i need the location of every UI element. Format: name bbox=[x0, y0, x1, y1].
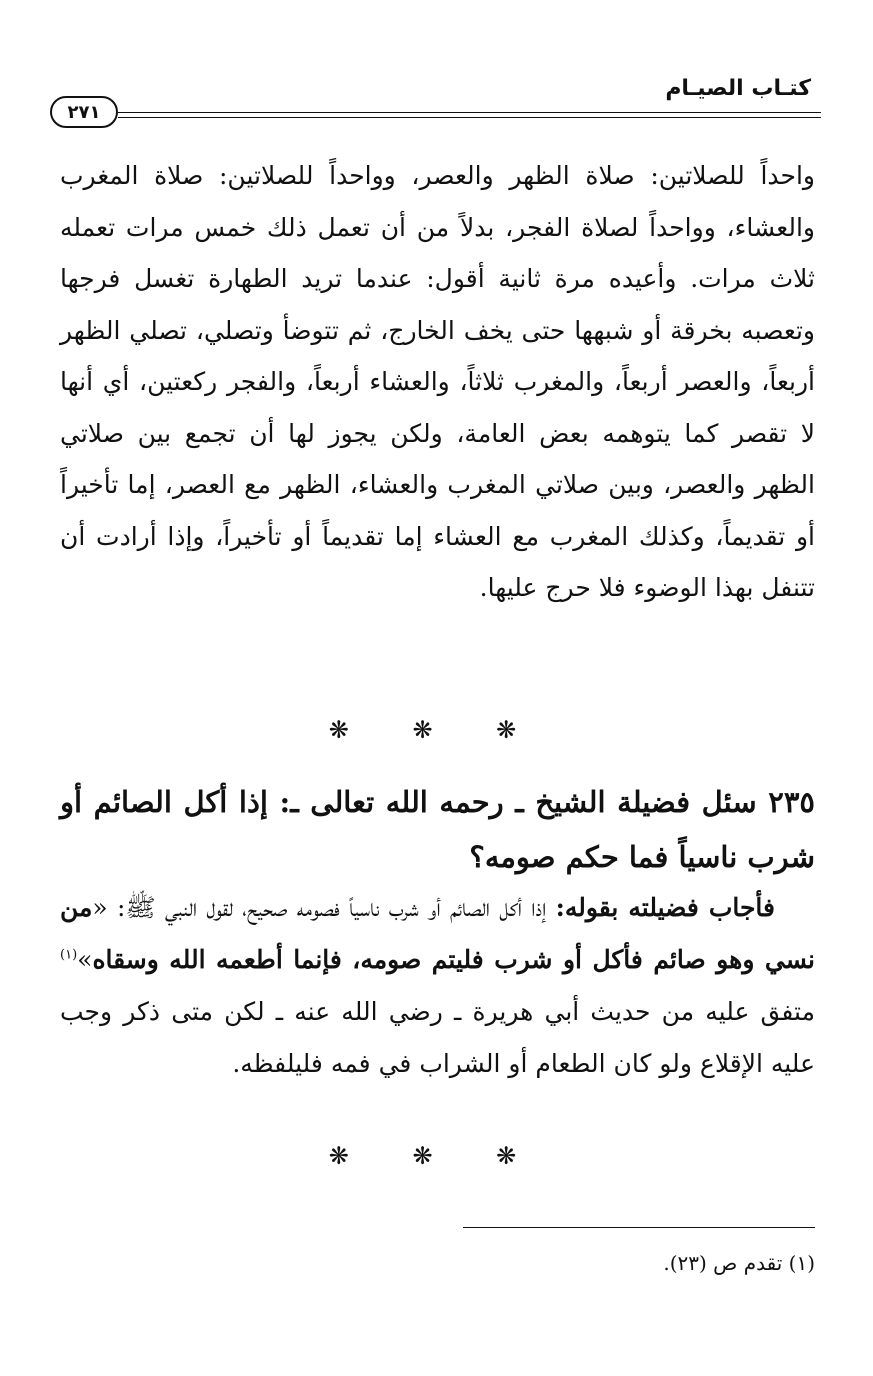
answer-text-2: » bbox=[77, 945, 93, 974]
answer-text-3: متفق عليه من حديث أبي هريرة ـ رضي الله عنه ـ لكن متى ذكر وجب عليه الإقلاع ولو كان الطعام أو الشراب في فمه فليلفظه. bbox=[60, 997, 815, 1078]
paragraph-1-block bbox=[60, 150, 815, 614]
hadith-quote: من نسي وهو صائم فأكل أو شرب فليتم صومه، فإنما أطعمه الله وسقاه bbox=[60, 893, 815, 974]
footnote-reference[interactable]: (١) bbox=[60, 947, 78, 963]
footnote-rule bbox=[463, 1227, 815, 1228]
answer-lead: فأجاب فضيلته بقوله: bbox=[555, 893, 775, 922]
answer-text-1: إذا أكل الصائم أو شرب ناسياً فصومه صحيح، لقول النبي ﷺ: « bbox=[92, 893, 556, 922]
page-number: ٢٧١ bbox=[50, 96, 118, 128]
footnote-1: (١) تقدم ص (٢٣). bbox=[663, 1251, 815, 1275]
answer-block bbox=[60, 882, 815, 1090]
section-separator: ❋ ❋ ❋ bbox=[328, 716, 545, 744]
paragraph-1: واحداً للصلاتين: صلاة الظهر والعصر، وواحداً للصلاتين: صلاة المغرب والعشاء، وواحداً لصلاة الفجر، بدلاً من أن تعمل ذلك خمس مرات تعمله ثلاث مرات. وأعيده مرة ثانية أقول: عندما تريد الطهارة تغسل فرجها وتعصبه بخرقة أو شبهها حتى يخف الخارج، ثم تتوضأ وتصلي، تصلي الظهر أربعاً، والعصر أربعاً، والمغرب ثلاثاً، والعشاء أربعاً، والفجر ركعتين، أي أنها لا تقصر كما يتوهمه بعض العامة، ولكن يجوز لها أن تجمع بين صلاتي الظهر والعصر، وبين صلاتي المغرب والعشاء، الظهر مع العصر، إما تأخيراً أو تقديماً، وكذلك المغرب مع العشاء إما تقديماً أو تأخيراً، وإذا أرادت أن تتنفل بهذا الوضوء فلا حرج عليها. bbox=[60, 161, 815, 602]
header-rule bbox=[118, 112, 821, 118]
section-separator: ❋ ❋ ❋ bbox=[328, 1142, 545, 1170]
answer-paragraph bbox=[60, 882, 815, 1090]
question-heading: ٢٣٥ سئل فضيلة الشيخ ـ رحمه الله تعالى ـ: إذا أكل الصائم أو شرب ناسياً فما حكم صومه؟ bbox=[60, 785, 815, 874]
running-title: كتـاب الصيـام bbox=[665, 76, 811, 101]
